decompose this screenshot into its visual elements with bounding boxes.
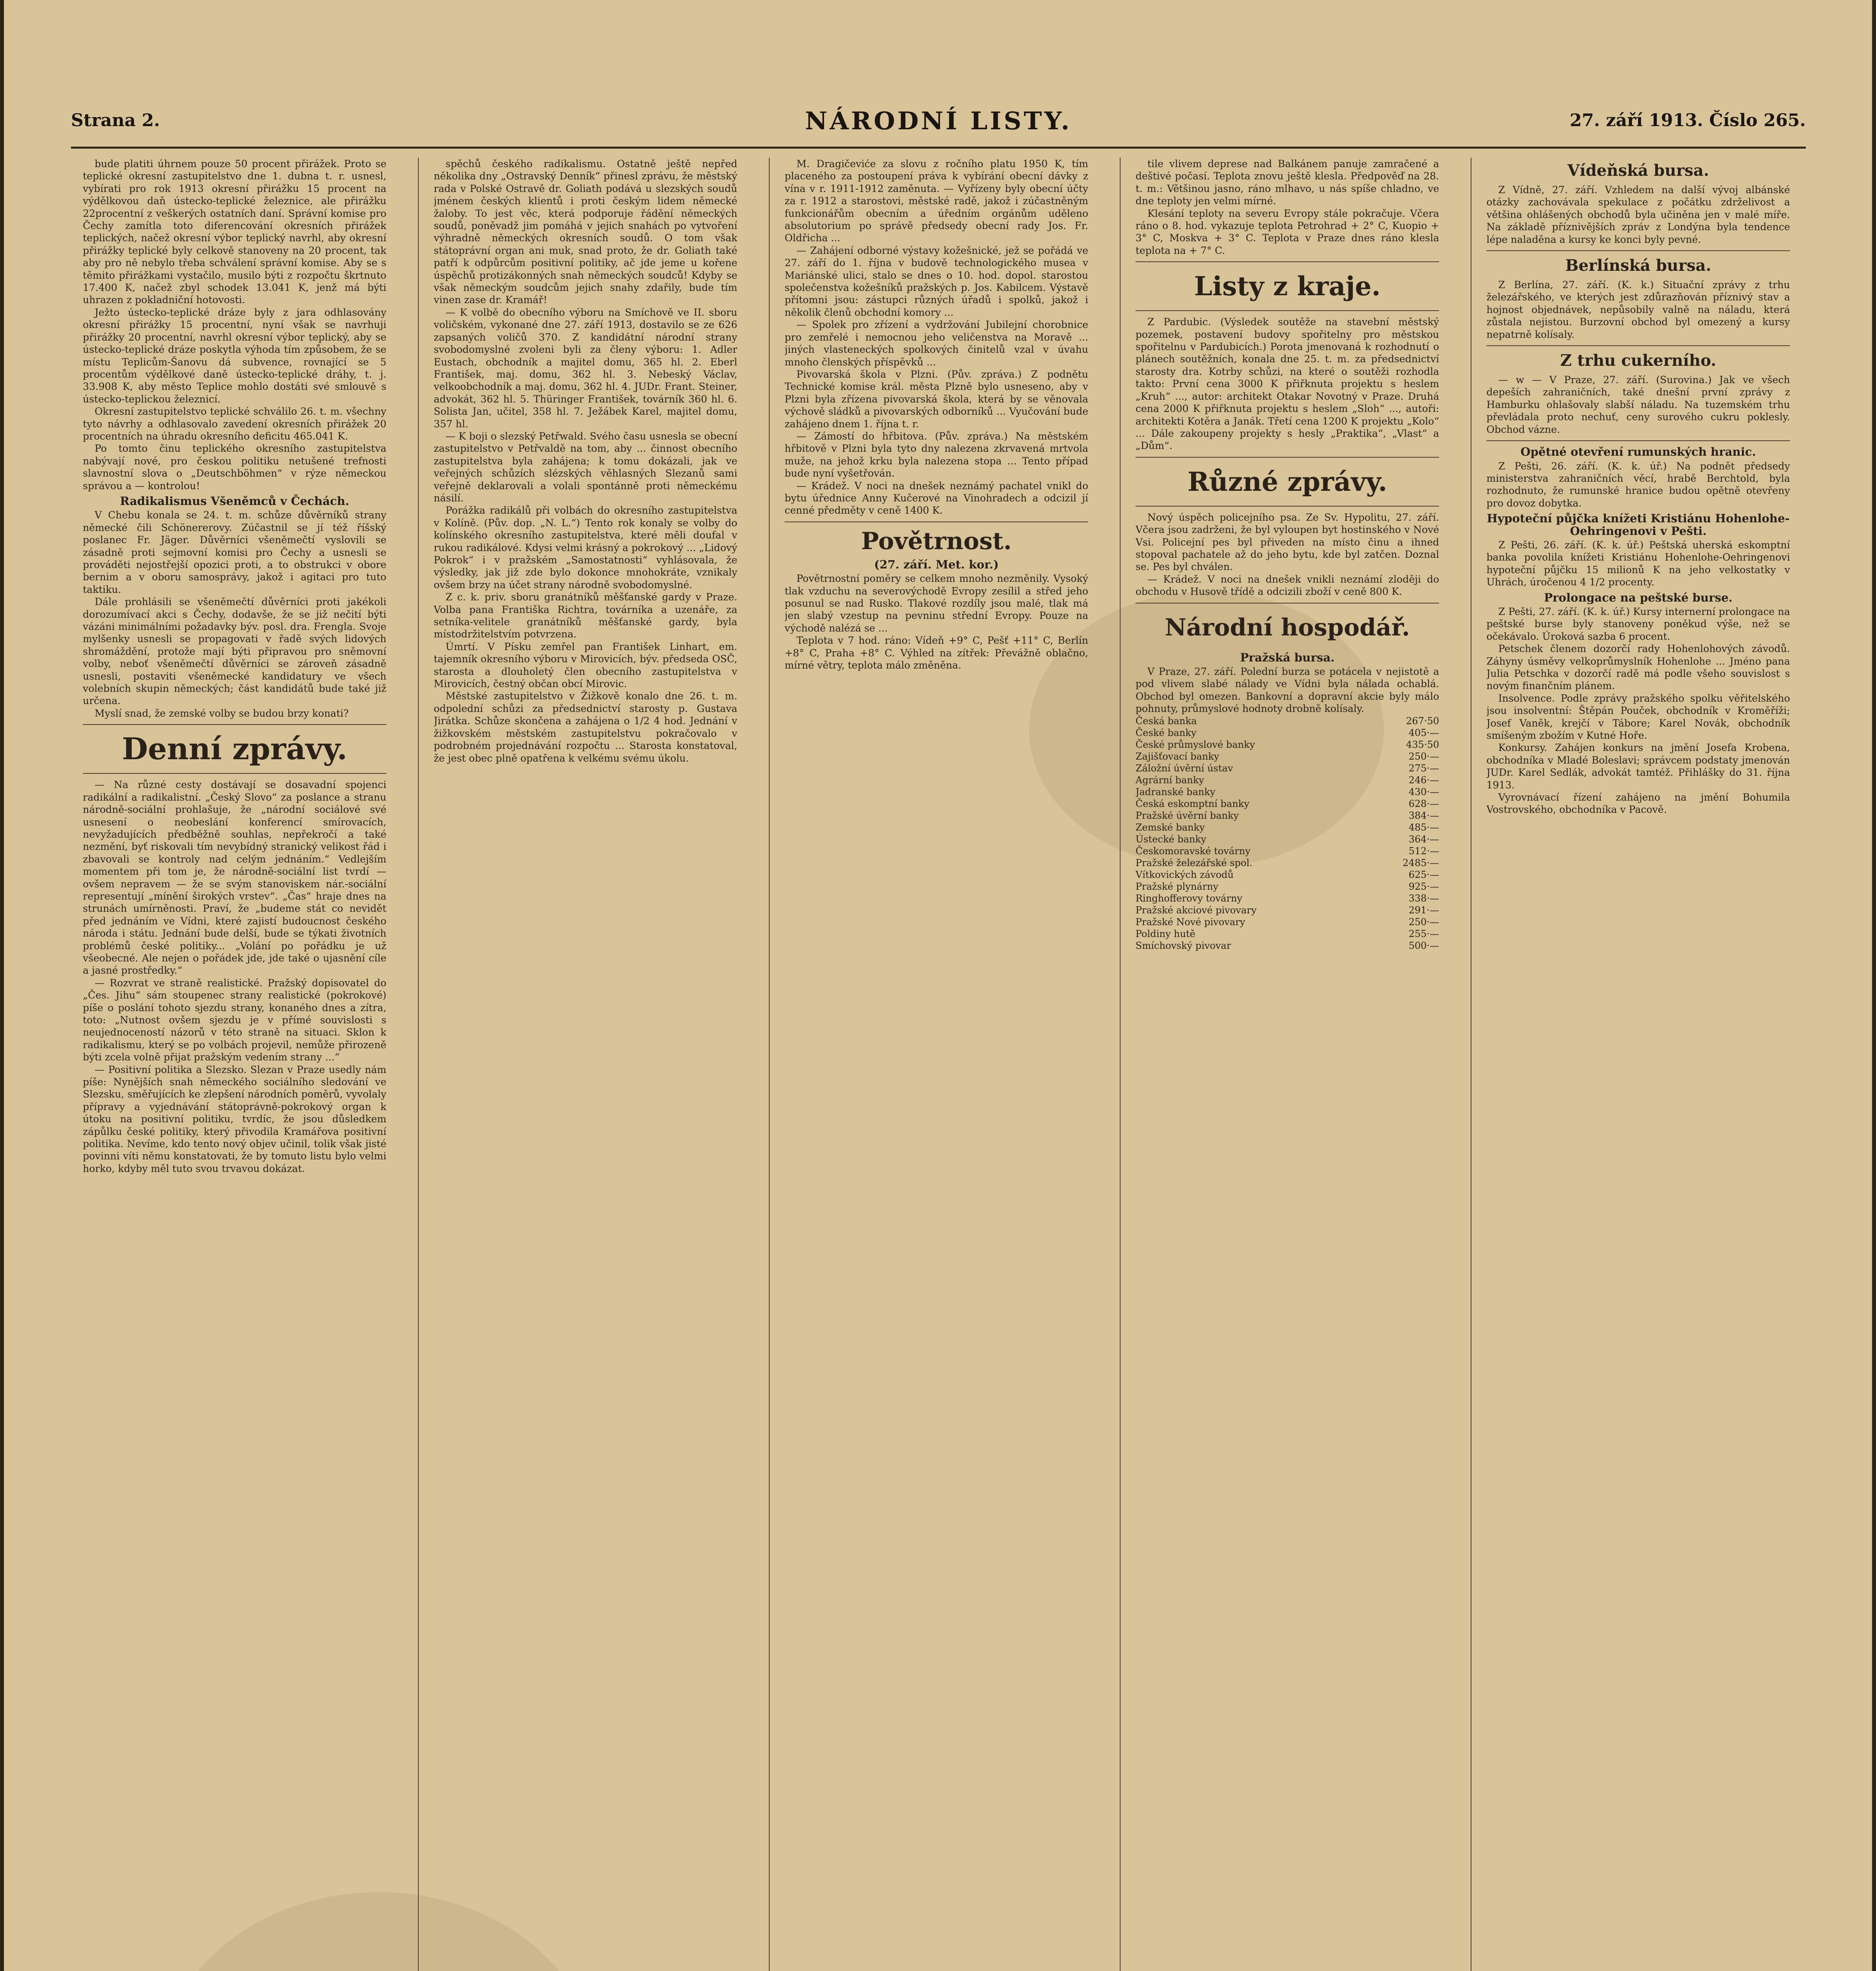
section-heading-narodni-hospodar: Národní hospodář. xyxy=(1165,613,1410,641)
stock-name: České banky xyxy=(1136,727,1197,738)
section-heading-listy-z-kraje: Listy z kraje. xyxy=(1194,271,1381,302)
stock-name: Zajišťovací banky xyxy=(1136,751,1220,762)
stock-value: 925·— xyxy=(1408,881,1439,892)
stock-name: Záložní úvěrní ústav xyxy=(1136,762,1233,774)
stock-row xyxy=(1136,762,1439,774)
stock-value: 435·50 xyxy=(1406,739,1439,750)
section-rule xyxy=(1136,261,1439,262)
article-paragraph: Z Pešti, 26. září. (K. k. úř.) Peštská uherská eskomptní banka povolila knížeti Kristiánu Hohenlohe-Oehringenovi hypoteční půjčku 15 milionů K na jeho velkostatky v Uhrách, úročenou 4 1/2 procenty. xyxy=(1486,539,1790,588)
stock-name: Jadranské banky xyxy=(1136,786,1216,797)
article-paragraph: Z Pešti, 27. září. (K. k. úř.) Kursy internerní prolongace na peštské burse byly stanoveny poněkud výše, než se očekávalo. Úroková sazba 6 procent. xyxy=(1486,605,1790,642)
article-heading: Hypoteční půjčka knížeti Kristiánu Hohenlohe-Oehringenovi v Pešti. xyxy=(1486,512,1790,538)
section-heading-povetrnost: Povětrnost. xyxy=(861,527,1012,555)
stock-row xyxy=(1136,715,1439,727)
stock-value: 291·— xyxy=(1408,904,1439,916)
article-paragraph: Z Pešti, 26. září. (K. k. úř.) Na podnět předsedy ministerstva zahraničních věcí, hrabě Berchtold, byla rozhodnuto, že rumunské hranice budou opětně otevřeny pro dovoz dobytka. xyxy=(1486,460,1790,509)
article-paragraph: — Zahájení odborné výstavy kožešnické, jež se pořádá ve 27. září do 1. října v budově technologického musea v Mariánské ulici, stalo se dnes o 10. hod. dopol. starostou společenstva kožešníků pražských p. Jos. Kabilcem. Výstavě přítomni jsou: zástupci různých úřadů i spolků, jakož i několik členů obchodní komory ... xyxy=(785,244,1088,318)
article-paragraph: Ježto ústecko-teplické dráze byly z jara odhlasovány okresní přirážky 15 procentní, nyní však se navrhuji přirážky 20 procentní, navrhl okresní výbor teplický, aby se ústecko-teplické dráze poskytla výhoda tím způsobem, že se místu Teplicům-Šanovu dá subvence, rovnající se 5 procentům výdělkové daně ústecko-teplické dráhy, t. j. 33.908 K, aby město Teplice mohlo dostáti své smlouvě s ústecko-teplickou železnicí. xyxy=(83,306,386,405)
stock-value: 2485·— xyxy=(1402,857,1439,868)
article-paragraph: — Spolek pro zřízení a vydržování Jubilejní chorobnice pro zemřelé i nemocnou jeho veličenstva na Moravě ... jiných vlasteneckých spolkových činitelů vzal v úvahu mnoho členských příspěvků ... xyxy=(785,319,1088,368)
stock-name: Zemské banky xyxy=(1136,822,1205,833)
stock-name: Ústecké banky xyxy=(1136,833,1207,845)
article-paragraph: Po tomto činu teplického okresního zastupitelstva nabývají nové, pro českou politiku netušené trefnosti slavnostní slova o „Deutschböhmen“ v rýze německou správou a — kontrolou! xyxy=(83,443,386,492)
stock-name: Agrární banky xyxy=(1136,774,1204,786)
article-paragraph: Z c. k. priv. sboru granátníků měšťanské gardy v Praze. Volba pana Františka Richtra, továrníka a uzenáře, za setníka-velitele granátníků měšťanské gardy, byla místodržitelstvím potvrzena. xyxy=(434,591,737,640)
column-2 xyxy=(434,158,737,1971)
article-paragraph: Vyrovnávací řízení zahájeno na jmění Bohumila Vostrovského, obchodníka v Pacově. xyxy=(1486,792,1790,816)
column-divider xyxy=(418,158,419,1971)
column-1 xyxy=(83,158,386,1971)
stock-value: 512·— xyxy=(1408,845,1439,857)
article-paragraph: Konkursy. Zahájen konkurs na jmění Josefa Krobena, obchodníka v Mladé Boleslavi; správcem podstaty jmenován JUDr. Karel Sedlák, advokát tamtéž. Přihlášky do 31. října 1913. xyxy=(1486,742,1790,791)
article-paragraph: V Chebu konala se 24. t. m. schůze důvěrníků strany německé čili Schönererovy. Zúčastnil se jí též říšský poslanec Fr. Jäger. Důvěrníci všeněmečtí vyslovili se zásadně proti sejmovní komisi pro Čechy a usnesli se prováděti nejostřejší opozici proti, a to obstrukci v obore bernim a v oboru samosprávy, jakož i agitaci pro tuto taktiku. xyxy=(83,509,386,595)
stock-row xyxy=(1136,928,1439,940)
article-paragraph: bude platiti úhrnem pouze 50 procent přirážek. Proto se teplické okresní zastupitelstvo dne 1. dubna t. r. usnesl, vybírati pro rok 1913 okresní přirážku 15 procent na výdělkovou daň ústecko-teplické železnice, ale přirážku 22procentní z veškerých ostatních daní. Správní komise pro Čechy zamítla toto diferencování okresních přirážek teplických, načež okresní výbor teplický navrhl, aby okresní přirážky teplické byly celkově stanoveny na 20 procent, tak aby pro ně nebylo třeba schválení správní komise. Aby se s těmito přirážkami vystačilo, musilo býti z rozpočtu škrtnuto 17.400 K, načež zbyl schodek 13.041 K, jenž má býti uhrazen z pokladniční hotovosti. xyxy=(83,158,386,306)
stock-row xyxy=(1136,916,1439,928)
section-heading-videnska-bursa: Vídeňská bursa. xyxy=(1567,161,1709,180)
stock-value: 500·— xyxy=(1408,940,1439,951)
stock-row xyxy=(1136,739,1439,751)
stock-row xyxy=(1136,845,1439,857)
stock-name: Českomoravské továrny xyxy=(1136,845,1251,857)
article-paragraph: Povětrnostní poměry se celkem mnoho nezměnily. Vysoký tlak vzduchu na severovýchodě Evropy zesílil a střed jeho posunul se nad Rusko. Tlakové rozdíly jsou malé, tlak má jen slabý vzestup na pevninu střední Evropy. Pouze na východě nalézá se ... xyxy=(785,573,1088,634)
column-5 xyxy=(1486,158,1790,1971)
stock-name: Pražské úvěrní banky xyxy=(1136,810,1239,821)
stock-name: Česká eskomptní banky xyxy=(1136,798,1249,809)
masthead-rule xyxy=(71,147,1806,149)
stock-row xyxy=(1136,798,1439,810)
stock-name: České průmyslové banky xyxy=(1136,739,1255,750)
stock-row xyxy=(1136,833,1439,845)
section-rule xyxy=(1486,250,1790,251)
article-paragraph: — w — V Praze, 27. září. (Surovina.) Jak ve všech depeších zahraničních, také dnešní první zprávy z Hamburku ohlašovaly slabší náladu. Na tuzemském trhu převládala proto nechuť, ceny surového cukru poklesly. Obchod vázne. xyxy=(1486,374,1790,435)
article-paragraph: Okresní zastupitelstvo teplické schválilo 26. t. m. všechny tyto návrhy a odhlasovalo zavedení okresních přirážek 20 procentních na úhradu okresního deficitu 465.041 K. xyxy=(83,406,386,442)
column-divider xyxy=(769,158,770,1971)
article-paragraph: M. Dragičeviće za slovu z ročního platu 1950 K, tím placeného za postoupení práva k vybírání obecní dávky z vína v r. 1911-1912 zaměnuta. — Vyřízeny byly obecní účty za r. 1912 a starostovi, městské radě, jakož i zúčastněným funkcionářům obecním a úředním orgánům udělenо absolutorium po správě předsedy obecní rady Jos. Fr. Oldřicha ... xyxy=(785,158,1088,244)
section-rule xyxy=(1136,603,1439,604)
stock-value: 485·— xyxy=(1408,822,1439,833)
page-number: Strana 2. xyxy=(71,110,160,130)
stock-row xyxy=(1136,881,1439,892)
stock-value: 338·— xyxy=(1408,892,1439,904)
stock-row xyxy=(1136,869,1439,881)
newspaper-title: NÁRODNÍ LISTY. xyxy=(805,106,1072,135)
stock-row xyxy=(1136,904,1439,916)
article-paragraph: — K boji o slezský Petřwald. Svého času usnesla se obecní zastupitelstvo v Petřvaldě na tom, aby ... činnost obecního zastupitelstva byla zahájena; k tomu dokázali, jak ve veřejných schůzích slézských věhlasných Slezanů sami veřejně deklarovali a volali spontánně proti německému násilí. xyxy=(434,430,737,504)
stock-value: 405·— xyxy=(1408,727,1439,738)
article-paragraph: Petschek členem dozorčí rady Hohenlohových závodů. Záhyny úsměvy velkoprůmyslník Hohenlohe ... Jméno pana Julia Petschka v dozorčí radě má podle všeho souvislost s novým finančním plánem. xyxy=(1486,643,1790,692)
section-heading-denni-zpravy: Denní zprávy. xyxy=(122,731,347,767)
stock-name: Vítkovických závodů xyxy=(1136,869,1234,880)
stock-value: 384·— xyxy=(1408,810,1439,821)
stock-value: 267·50 xyxy=(1406,715,1439,727)
article-paragraph: — Krádež. V noci na dnešek neznámý pachatel vnikl do bytu úřednice Anny Kučerové na Vinohradech a odcizil jí cenné předměty v ceně 1400 K. xyxy=(785,480,1088,516)
article-heading: Radikalismus Všeněmců v Čechách. xyxy=(120,494,349,508)
section-rule xyxy=(83,724,386,725)
article-paragraph: — K volbě do obecního výboru na Smíchově ve II. sboru voličském, vykonané dne 27. září 1913, dostavilo se ze 626 zapsaných voličů 370. Z kandidátní národní strany svobodomyslné zvoleni byli za členy výboru: 1. Adler Eustach, obchodník a majitel domu, 365 hl. 2. Eberl František, maj. domu, 362 hl. 3. Nebeský Václav, velkoobchodník a maj. domu, 362 hl. 4. JUDr. Frant. Steiner, advokát, 362 hl. 5. Thüringer František, továrník 360 hl. 6. Solista Jan, učitel, 358 hl. 7. Ježábek Karel, majitel domu, 357 hl. xyxy=(434,306,737,430)
column-3 xyxy=(785,158,1088,1971)
newspaper-page xyxy=(4,0,1872,1971)
section-rule xyxy=(1486,345,1790,346)
article-paragraph: Z Berlína, 27. září. (K. k.) Situační zprávy z trhu železářského, ve kterých jest zdůrazňován příznivý stav a hojnost objednávek, nepůsobily valně na náladu, která zůstala nejistou. Burzovní obchod byl omezený a kursy nepatrně kolísaly. xyxy=(1486,279,1790,340)
stock-name: Pražské plynárny xyxy=(1136,881,1219,892)
stock-value: 625·— xyxy=(1408,869,1439,880)
stock-value: 250·— xyxy=(1408,916,1439,928)
stock-value: 275·— xyxy=(1408,762,1439,774)
stock-row xyxy=(1136,727,1439,739)
article-paragraph: Porážka radikálů při volbách do okresního zastupitelstva v Kolíně. (Pův. dop. „N. L.“) Tento rok konaly se volby do kolínského okresního zastupitelstva, které měli doufal v rukou radikálové. Kdysi velmi krásný a pokrokový ... „Lidový Pokrok“ i v pražském „Samostatnosti“ vyhlásovala, že výsledky, jak již zde bylo dokonce mnohokráte, vznikaly ovšem brzy na účet strany národně svobodomyslné. xyxy=(434,505,737,591)
article-paragraph: — Rozvrat ve straně realistické. Pražský dopisovatel do „Čes. Jihu“ sám stoupenec strany realistické (pokrokové) píše o poslání tohoto sjezdu strany, konaného dnes a zítra, toto: „Nutnost ovšem sjezdu je v přímé souvislosti s neujednoceností názorů v této straně na situaci. Sklon k radikalismu, který se po volbách projevil, nemůže přirozeně býti zcela volně přijat pražským vedením strany ...“ xyxy=(83,977,386,1063)
masthead xyxy=(71,106,1806,142)
stock-value: 250·— xyxy=(1408,751,1439,762)
section-subheading: Pražská bursa. xyxy=(1240,650,1335,664)
stock-table xyxy=(1136,715,1439,952)
stock-row xyxy=(1136,940,1439,952)
stock-row xyxy=(1136,774,1439,786)
section-rule xyxy=(1136,506,1439,507)
section-rule xyxy=(1136,457,1439,458)
article-paragraph: — Krádež. V noci na dnešek vnikli neznámí zloději do obchodu v Husově třídě a odcizili zboží v ceně 800 K. xyxy=(1136,573,1439,598)
stock-value: 628·— xyxy=(1408,798,1439,809)
stock-name: Ringhofferovy továrny xyxy=(1136,892,1242,904)
column-4 xyxy=(1136,158,1439,1971)
article-paragraph: Dále prohlásili se všeněmečtí důvěrníci proti jakékoli dorozumívací akci s Čechy, dodavše, že se již nečití býti vázáni minimálními požadavky býv. posl. dra. Frengla. Svoje mylšenky usnesli se propagovati v řadě svých lidových shromáždění, protože mají býti připravou pro sněmovní volby, neboť všeněmečtí důvěrníci se zároveň zásadně usnesli, postaviti všeněmecké kandidatury ve všech volebních skupin německých; část kandidátů bude také již určena. xyxy=(83,596,386,707)
article-paragraph: V Praze, 27. září. Polední burza se potácela v nejistotě a pod vlivem slabé nálady ve Vídni byla nálada ochablá. Obchod byl omezen. Bankovní a dopravní akcie byly málo pohnuty, průmyslové hodnoty drobně kolísaly. xyxy=(1136,665,1439,715)
article-paragraph: — Positivní politika a Slezsko. Slezan v Praze usedly nám píše: Nynějších snah německého sociálního sledování ve Slezsku, směřujících ke zlepšení národních poměrů, vyvolaly přípravy a vyjednávání státoprávně-pokrokový organ k útoku na positivní politiku, tvrdíc, že jsou důsledkem zápůlku české politiky, který přivodila Kramářova positivní politika. Nevíme, kdo tento nový objev učinil, tolik však jisté povinni víti němu konstatovati, že by tomuto listu bylo velmi horko, kdyby měl tuto svou trvavou dokázat. xyxy=(83,1064,386,1174)
section-heading-berlinska-bursa: Berlínská bursa. xyxy=(1565,256,1712,275)
article-paragraph: Z Pardubic. (Výsledek soutěže na stavební městský pozemek, postavení budovy spořitelny pro městskou spořitelnu v Pardubicích.) Porota jmenovaná k rozhodnutí o plánech soutěžních, konala dne 25. t. m. za předsednictví starosty dra. Kotrby schůzi, na které o soutěži rozhodla takto: První cena 3000 K přiřknuta projektu s heslem „Kruh“ ..., autor: architekt Otakar Novotný v Praze. Druhá cena 2000 K přiřknuta projektu s heslem „Sloh“ ..., autoři: architekti Kotěra a Janák. Třetí cena 1200 K projektu „Kolo“ ... Dále zakoupeny projekty s hesly „Praktika“, „Vlast“ a „Dům“. xyxy=(1136,316,1439,452)
article-paragraph: Úmrtí. V Písku zemřel pan František Linhart, em. tajemník okresního výboru v Mirovicích, býv. předseda OSČ, starosta a dlouholetý člen obecního zastupitelstva v Mirovicích, čestný občan obcí Mirovic. xyxy=(434,641,737,690)
stock-name: Poldiny hutě xyxy=(1136,928,1195,939)
stock-name: Pražské železářské spol. xyxy=(1136,857,1253,868)
stock-name: Česká banka xyxy=(1136,715,1197,727)
article-paragraph: Teplota v 7 hod. ráno: Vídeň +9° C, Pešť +11° C, Berlín +8° C, Praha +8° C. Výhled na zítřek: Převážně oblačno, mírné větry, teplota málo změněna. xyxy=(785,635,1088,671)
stock-name: Smíchovský pivovar xyxy=(1136,940,1231,951)
section-rule xyxy=(83,773,386,774)
section-subheading: (27. září. Met. kor.) xyxy=(874,557,999,571)
stock-value: 364·— xyxy=(1408,833,1439,845)
article-heading: Prolongace na peštské burse. xyxy=(1544,591,1733,604)
stock-row xyxy=(1136,857,1439,869)
article-paragraph: Pivovarská škola v Plzni. (Pův. zpráva.) Z podnětu Technické komise král. města Plzně bylo usneseno, aby v Plzni byla zřízena pivovarská škola, která by se věnovala výchově sládků a pivovarských odborníků ... Vyučování bude zahájeno dnem 1. října t. r. xyxy=(785,368,1088,430)
article-paragraph: — Zámostí do hřbitova. (Pův. zpráva.) Na městském hřbitově v Plzni byla tyto dny nalezena zkrvavená mrtvola muže, na jehož krku byla nalezena stopa ... Tento případ bude nyní vyšetřován. xyxy=(785,430,1088,479)
article-heading: Opětné otevření rumunských hranic. xyxy=(1520,445,1756,459)
article-paragraph: Nový úspěch policejního psa. Ze Sv. Hypolitu, 27. září. Včera jsou zadrženi, že byl vyloupen byt hostinského v Nové Vsi. Policejní pes byl přiveden na místo činu a ihned stopoval pachatele až do jeho bytu, kde byl zatčen. Doznal se. Pes byl chválen. xyxy=(1136,511,1439,573)
section-heading-trh-cukerni: Z trhu cukerního. xyxy=(1560,351,1716,370)
column-divider xyxy=(1120,158,1121,1971)
stock-value: 246·— xyxy=(1408,774,1439,786)
stock-name: Pražské akciové pivovary xyxy=(1136,904,1257,916)
article-paragraph: Z Vídně, 27. září. Vzhledem na další vývoj albánské otázky zachovávala spekulace z počátku zdrželivost a většina ohlášených obchodů byla učiněna jen v malé míře. Na základě příznivějších zpráv z Londýna byla tendence lépe naladěna a kursy ke konci byly pevné. xyxy=(1486,184,1790,245)
article-paragraph: Klesání teploty na severu Evropy stále pokračuje. Včera ráno o 8. hod. vykazuje teplota Petrohrad + 2° C, Kuopio + 3° C, Moskva + 3° C. Teplota v Praze dnes ráno klesla teplota na + 7° C. xyxy=(1136,207,1439,256)
stock-value: 255·— xyxy=(1408,928,1439,939)
section-heading-ruzne-zpravy: Různé zprávy. xyxy=(1187,466,1387,497)
stock-row xyxy=(1136,892,1439,904)
issue-date: 27. září 1913. Číslo 265. xyxy=(1570,110,1806,130)
section-rule xyxy=(1136,310,1439,311)
article-paragraph: Myslí snad, že zemské volby se budou brzy konati? xyxy=(95,707,349,719)
section-rule xyxy=(1486,440,1790,441)
stock-row xyxy=(1136,822,1439,833)
stock-name: Pražské Nové pivovary xyxy=(1136,916,1246,928)
stock-row xyxy=(1136,751,1439,762)
article-paragraph: tile vlivem deprese nad Balkánem panuje zamračené a deštivé počasí. Teplota znovu ještě klesla. Předpověď na 28. t. m.: Většinou jasno, ráno mlhavo, u nás spíše chladno, ve dne teploty jen velmi mírné. xyxy=(1136,158,1439,207)
stock-row xyxy=(1136,786,1439,798)
stock-row xyxy=(1136,810,1439,822)
stock-value: 430·— xyxy=(1408,786,1439,797)
article-paragraph: Insolvence. Podle zprávy pražského spolku věřitelského jsou insolventní: Štěpán Pouček, obchodník v Kroměříži; Josef Vaněk, krejčí v Tábore; Karel Novák, obchodník smíšeným zbožím v Kutné Hoře. xyxy=(1486,692,1790,741)
article-paragraph: spěchů českého radikalismu. Ostatně ještě nepřed několika dny „Ostravský Denník“ přinesl zprávu, že městský rada v Polské Ostravě dr. Goliath podává u slezských soudů jménem českých klientů i proti českým lidem německé žaloby. To jest věc, která podporuje řádění německých soudů, poněvadž jim pomáhá v jejich snahách po vytvoření výhradně německých okresních soudů. O tom však státoprávní organ ani muk, snad proto, že dr. Goliath také patří k odpůrcům positivní politiky, ač jde jeme u kořene úspěchů protizákonných snah německých soudců! Kdyby se však německým soudcům jejich snahy zdařily, bude tím vinen zase dr. Kramář! xyxy=(434,158,737,306)
article-paragraph: Městské zastupitelstvo v Žižkově konalo dne 26. t. m. odpolední schůzi za předsednictví starosty p. Gustava Jirátka. Schůze skončena a zahájena o 1/2 4 hod. Jednání v žižkovském městském zastupitelstvu pokračovalo v podrobném projednávání rozpočtu ... Starosta konstatoval, že jest obec plně opatřena k velkému svému úkolu. xyxy=(434,690,737,764)
article-paragraph: — Na různé cesty dostávají se dosavadní spojenci radikální a radikalistní. „Český Slovo“ za poslance a stranu národně-sociální prohlašuje, že „národní sociálové své usnesení o neobeslání konferencí smírovacích, nevyžadujících předběžně souhlas, nepřekročí a také nezmění, byť riskovali tím nevybídný stranický velikost řád i zbavovali se kontroly nad celým jednáním.“ Vedlejším momentem při tom je, že národně-sociální list tvrdí — ovšem nepravem — že se svým stanoviskem nár.-sociální representují „mínění širokých vrstev“. „Čas“ hraje dnes na strunách umírněnosti. Praví, že „budeme stát co nevidět před jednáním ve Vídni, které zajistí budoucnost českého národa i státu. Jednání bude delší, bude se týkati životních problémů české politiky... „Volání po pořádku je už všeobecné. Ale nejen o pořádek jde, jde také o ujasnění cíle a jasné prostředky.“ xyxy=(83,779,386,976)
